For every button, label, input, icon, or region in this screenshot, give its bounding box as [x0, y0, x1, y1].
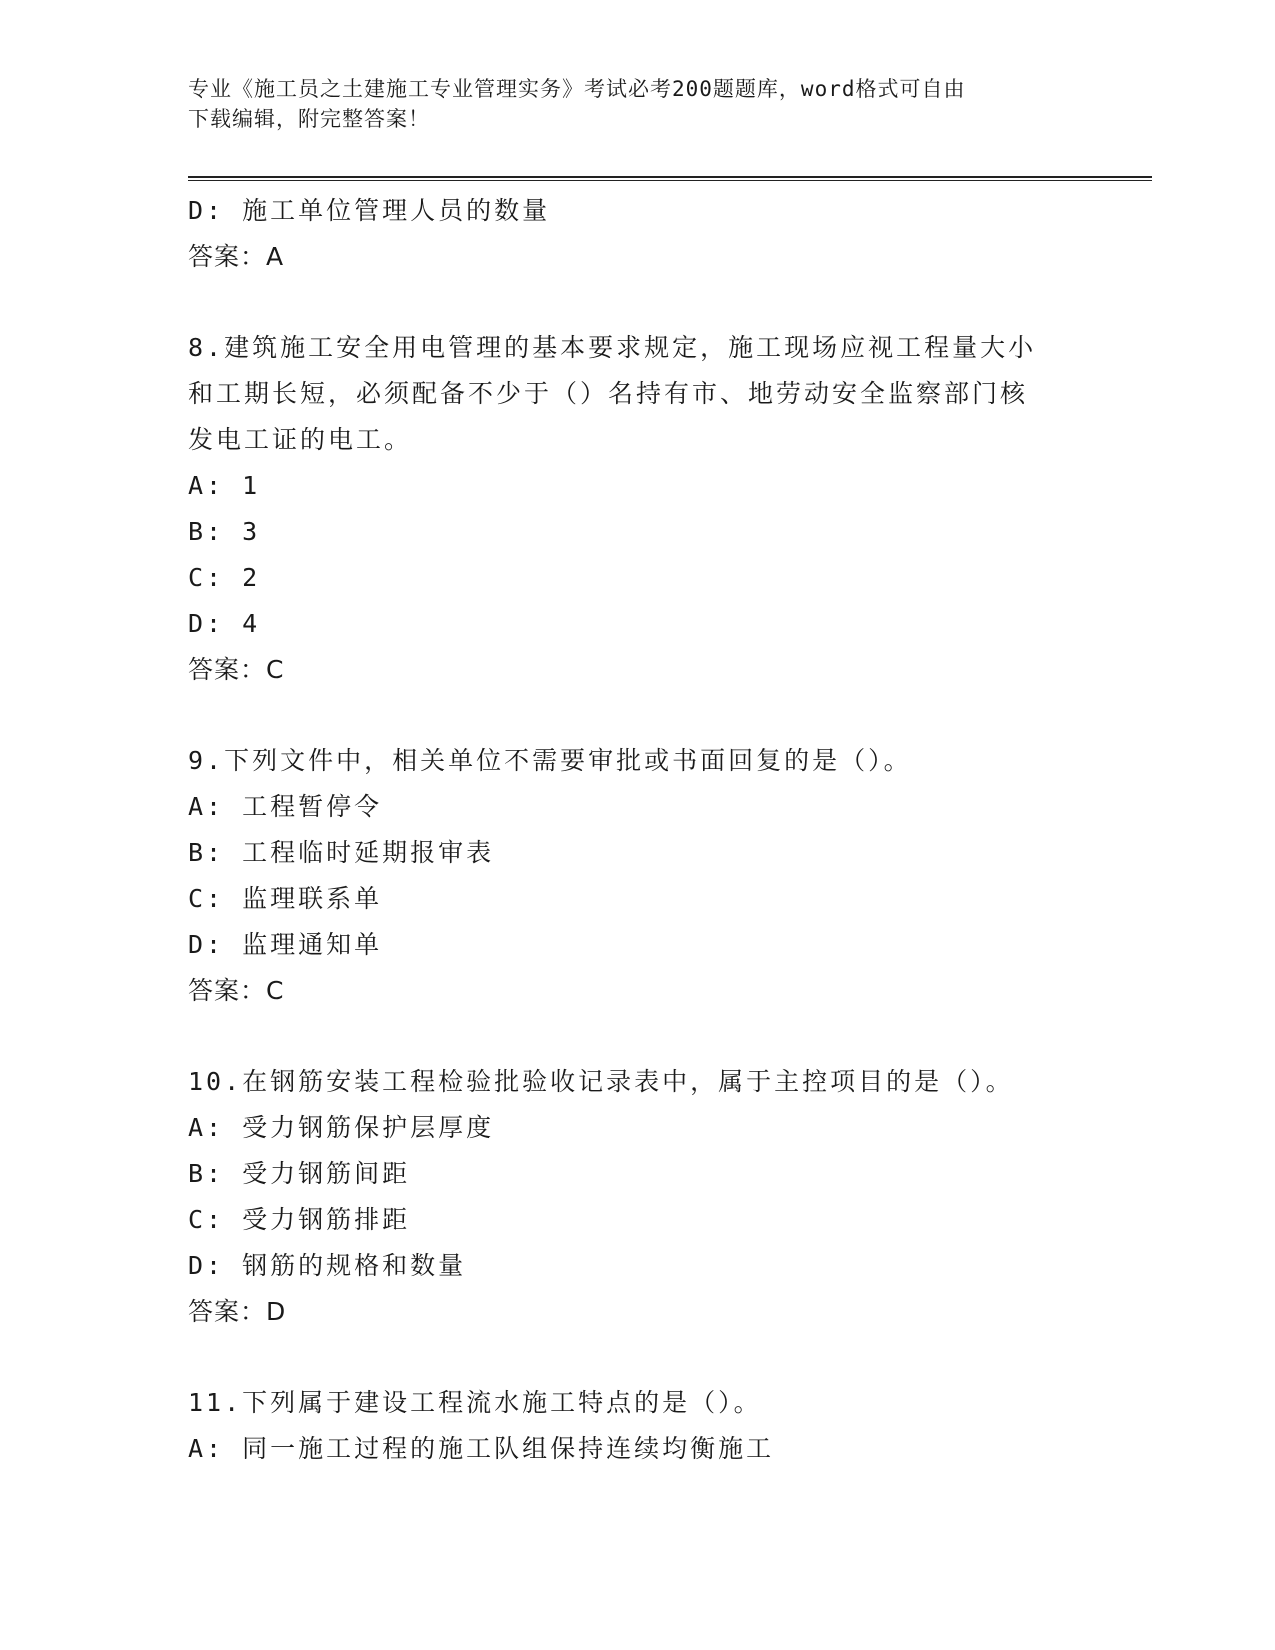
option-a: A: 受力钢筋保护层厚度 [188, 1113, 495, 1142]
option-d: D: 4 [188, 609, 261, 638]
answer-line: 答案：A [188, 242, 285, 271]
question-stem: 11.下列属于建设工程流水施工特点的是（）。 [188, 1388, 762, 1417]
option-b: B: 3 [188, 517, 261, 546]
question-stem: 和工期长短，必须配备不少于（）名持有市、地劳动安全监察部门核 [188, 379, 1029, 408]
page-header [188, 74, 1068, 134]
option-c: C: 监理联系单 [188, 884, 383, 913]
option-a: A: 同一施工过程的施工队组保持连续均衡施工 [188, 1434, 775, 1463]
answer-line: 答案：C [188, 655, 285, 684]
option-c: C: 2 [188, 563, 261, 592]
question-spacer [188, 1335, 1128, 1380]
header-line-1: 专业《施工员之土建施工专业管理实务》考试必考200题题库，word格式可自由 [188, 77, 966, 101]
question-10 [188, 1059, 1128, 1335]
answer-line: 答案：D [188, 1297, 287, 1326]
question-stem: 发电工证的电工。 [188, 425, 413, 454]
question-11 [188, 1380, 1128, 1472]
option-d: D: 钢筋的规格和数量 [188, 1251, 467, 1280]
option-b: B: 受力钢筋间距 [188, 1159, 411, 1188]
option-a: A: 1 [188, 471, 261, 500]
question-9 [188, 738, 1128, 1014]
header-divider [188, 176, 1152, 181]
question-8 [188, 325, 1128, 693]
question-stem: 10.在钢筋安装工程检验批验收记录表中，属于主控项目的是（）。 [188, 1067, 1014, 1096]
question-spacer [188, 693, 1128, 738]
option-d: D: 施工单位管理人员的数量 [188, 196, 551, 225]
header-line-2: 下载编辑，附完整答案！ [188, 107, 430, 131]
option-a: A: 工程暂停令 [188, 792, 383, 821]
option-b: B: 工程临时延期报审表 [188, 838, 495, 867]
question-spacer [188, 1014, 1128, 1059]
question-stem: 8.建筑施工安全用电管理的基本要求规定，施工现场应视工程量大小 [188, 333, 1037, 362]
question-stem: 9.下列文件中，相关单位不需要审批或书面回复的是（）。 [188, 746, 912, 775]
question-list [188, 188, 1128, 1472]
question-spacer [188, 280, 1128, 325]
option-c: C: 受力钢筋排距 [188, 1205, 411, 1234]
answer-line: 答案：C [188, 976, 285, 1005]
question-7-tail [188, 188, 1128, 280]
option-d: D: 监理通知单 [188, 930, 383, 959]
